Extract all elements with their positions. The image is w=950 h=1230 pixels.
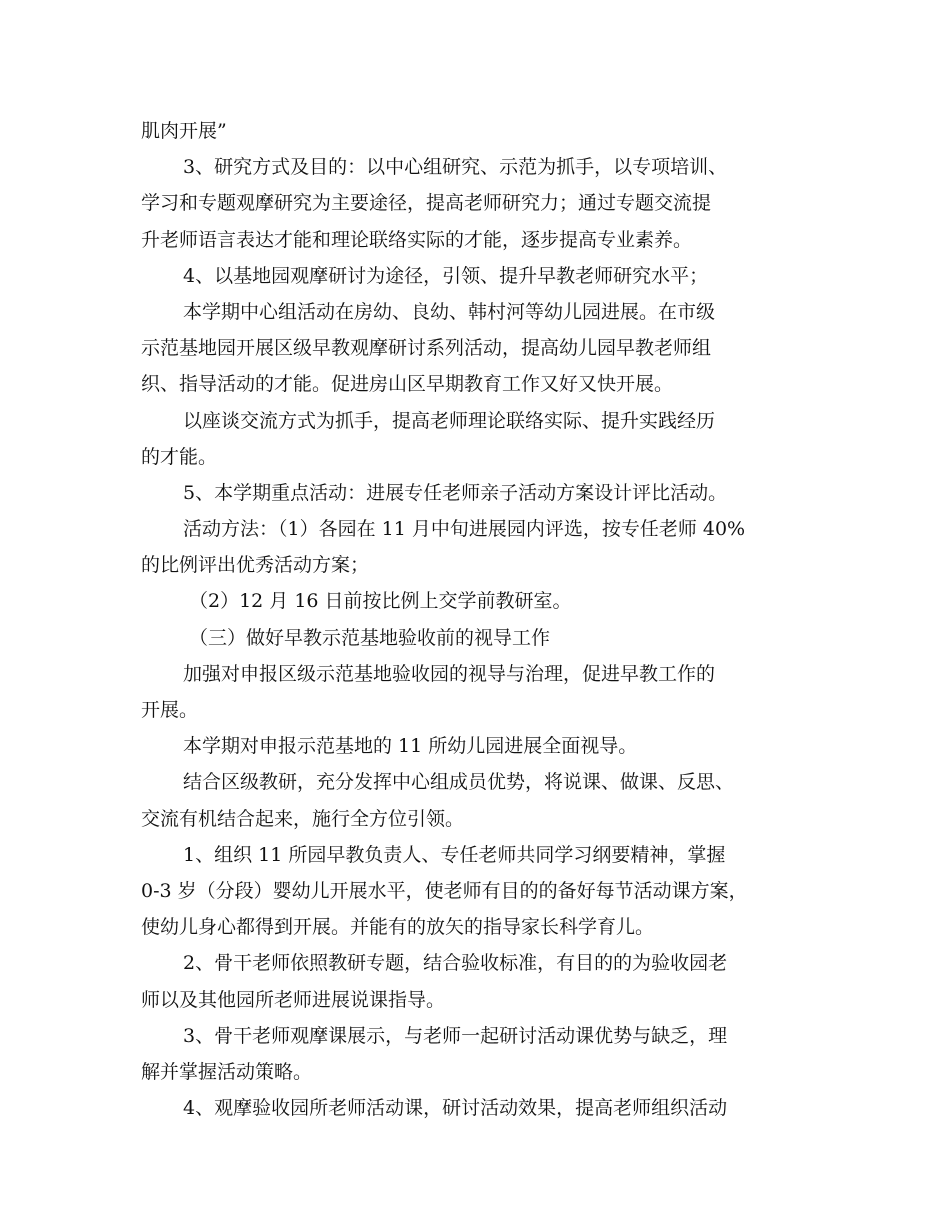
text-line: 使幼儿身心都得到开展。并能有的放矢的指导家长科学育儿。 — [141, 916, 655, 939]
text-line: 结合区级教研，充分发挥中心组成员优势，将说课、做课、反思、 — [183, 771, 735, 794]
text-line: 2、骨干老师依照教研专题，结合验收标准，有目的的为验收园老 — [183, 952, 728, 975]
text-line: 肌肉开展” — [141, 120, 227, 142]
text-line: 1、组织 11 所园早教负责人、专任老师共同学习纲要精神，掌握 — [183, 843, 726, 866]
text-line: 开展。 — [141, 699, 199, 721]
text-line: 0-3 岁（分段）婴幼儿开展水平，使老师有目的的备好每节活动课方案， — [141, 879, 748, 902]
text-line: 升老师语言表达才能和理论联络实际的才能，逐步提高专业素养。 — [141, 228, 693, 251]
text-line: 的才能。 — [141, 445, 218, 468]
text-line: 师以及其他园所老师进展说课指导。 — [141, 988, 446, 1011]
text-line: 以座谈交流方式为抓手，提高老师理论联络实际、提升实践经历 — [183, 409, 716, 432]
text-line: 示范基地园开展区级早教观摩研讨系列活动，提高幼儿园早教老师组 — [141, 337, 712, 360]
section-heading: （三）做好早教示范基地验收前的视导工作 — [189, 626, 551, 649]
text-line: 解并掌握活动策略。 — [141, 1060, 313, 1083]
text-line: 本学期对申报示范基地的 11 所幼儿园进展全面视导。 — [183, 735, 638, 758]
text-line: （2）12 月 16 日前按比例上交学前教研室。 — [189, 590, 572, 613]
text-line: 加强对申报区级示范基地验收园的视导与治理，促进早教工作的 — [183, 662, 716, 685]
text-line: 活动方法：（1）各园在 11 月中旬进展园内评选，按专任老师 40% — [183, 518, 746, 541]
text-line: 3、研究方式及目的：以中心组研究、示范为抓手，以专项培训、 — [183, 156, 728, 179]
document-body — [141, 113, 821, 1126]
text-line: 的比例评出优秀活动方案； — [141, 554, 370, 577]
text-line: 学习和专题观摩研究为主要途径，提高老师研究力；通过专题交流提 — [141, 192, 712, 215]
text-line: 本学期中心组活动在房幼、良幼、韩村河等幼儿园进展。在市级 — [183, 300, 716, 323]
text-line: 3、骨干老师观摩课展示，与老师一起研讨活动课优势与缺乏，理 — [183, 1024, 728, 1047]
text-line: 交流有机结合起来，施行全方位引领。 — [141, 807, 465, 830]
text-line: 4、观摩验收园所老师活动课，研讨活动效果，提高老师组织活动 — [183, 1097, 728, 1120]
text-line: 4、以基地园观摩研讨为途径，引领、提升早教老师研究水平； — [183, 264, 709, 287]
text-line: 织、指导活动的才能。促进房山区早期教育工作又好又快开展。 — [141, 373, 674, 396]
text-line: 5、本学期重点活动：进展专任老师亲子活动方案设计评比活动。 — [183, 481, 728, 504]
